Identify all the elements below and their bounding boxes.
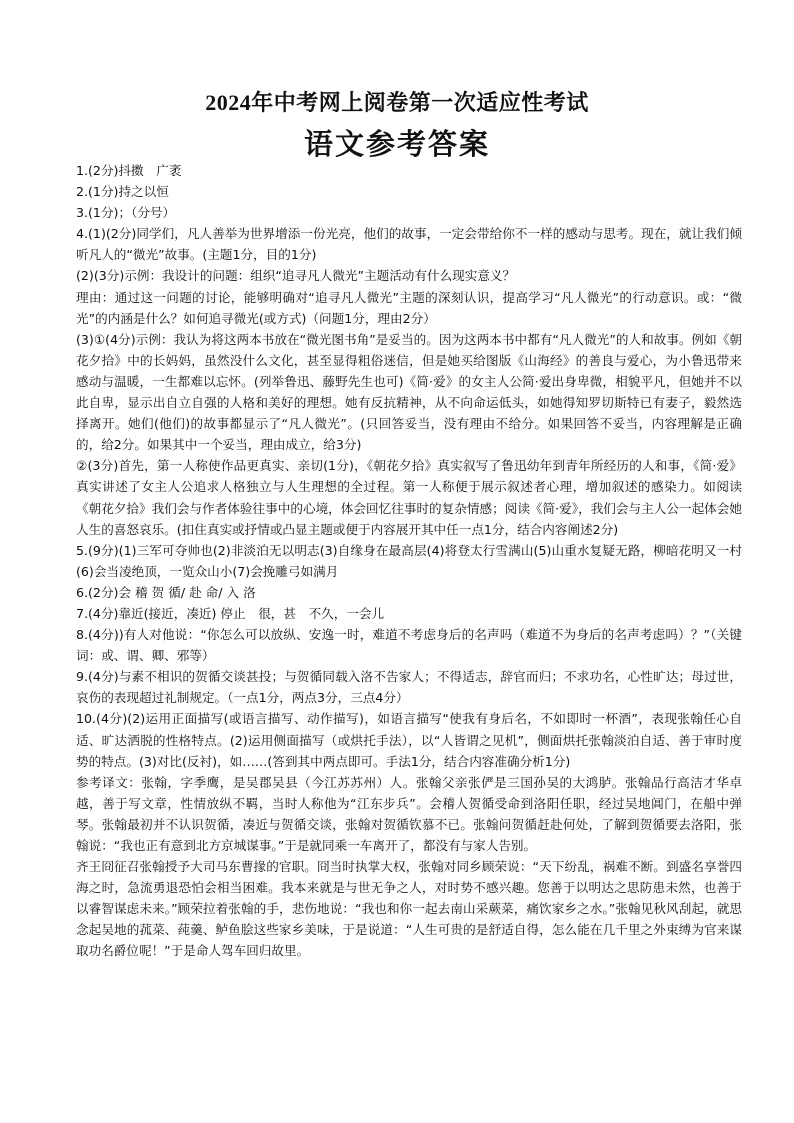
answer-2: 2.(1分)持之以恒 [76,184,169,200]
answer-4-3-2: ②(3分)首先，第一人称使作品更真实、亲切(1分)，《朝花夕拾》真实叙写了鲁迅幼年到青年所经历的人和事，《简·爱》真实讲述了女主人公追求人格独立与人生理想的全过程。第一人称便于展示叙述者心理，增加叙述的感染力。如阅读《朝花夕拾》我们会与作者体验往事中的心境，体会回忆往事时的复杂情感；阅读《简·爱》，我们会与主人公一起体会她人生的喜怒哀乐。(扣住真实或抒情或凸显主题或便于内容展开其中任一点1分，结合内容阐述2分) [76,458,742,537]
answer-4-1: 4.(1)(2分)同学们，凡人善举为世界增添一份光亮，他们的故事，一定会带给你不一样的感动与思考。现在，就让我们倾听凡人的“微光”故事。(主题1分，目的1分) [76,226,742,263]
answer-3: 3.(1分)；（分号） [76,205,176,221]
reference-translation-1: 参考译文：张翰，字季鹰，是吴郡吴县（今江苏苏州）人。张翰父亲张俨是三国孙吴的大鸿胪。张翰品行高洁才华卓越，善于写文章，性情放纵不羁，当时人称他为“江东步兵”。会稽人贺循受命到洛阳任职，经过吴地阊门，在船中弹琴。张翰最初并不认识贺循，凑近与贺循交谈，张翰对贺循钦慕不已。张翰问贺循赶赴何处，了解到贺循要去洛阳，张翰说：“我也正有意到北方京城谋事。”于是就同乘一车离开了，都没有与家人告别。 [76,774,742,853]
answer-8: 8.(4分))有人对他说：“你怎么可以放纵、安逸一时，难道不考虑身后的名声吗（难道不为身后的名声考虑吗）？”（关键词：或、谓、卿、邪等） [76,627,742,664]
answer-9: 9.(4分)与素不相识的贺循交谈甚投；与贺循同载入洛不告家人；不得适志，辞官而归；不求功名，心性旷达；母过世，哀伤的表现超过礼制规定。（一点1分，两点3分，三点4分） [76,669,742,706]
answer-10: 10.(4分)(2)运用正面描写(或语言描写、动作描写)，如语言描写“使我有身后名，不如即时一杯酒”，表现张翰任心自适、旷达洒脱的性格特点。(2)运用侧面描写（或烘托手法），以“人皆谓之见机”，侧面烘托张翰淡泊自适、善于审时度势的特点。(3)对比(反衬)，如……(答到其中两点即可。手法1分，结合内容准确分析1分) [76,711,742,769]
answer-1: 1.(2分)抖擞 广袤 [76,163,182,178]
answer-4-2: (2)(3分)示例：我设计的问题：组织“追寻凡人微光”主题活动有什么现实意义？ [76,268,516,284]
answer-body [76,160,742,962]
reference-translation-2: 齐王冏征召张翰授予大司马东曹掾的官职。冏当时执掌大权，张翰对同乡顾荣说：“天下纷乱，祸难不断。到盛名享誉四海之时，急流勇退恐怕会相当困难。我本来就是与世无争之人，对时势不感兴趣。您善于以明达之思防患未然，也善于以睿智谋虑未来。”顾荣拉着张翰的手，悲伤地说：“我也和你一起去南山采蕨菜，痛饮家乡之水。”张翰见秋风刮起，就思念起吴地的菰菜、莼羹、鲈鱼脍这些家乡美味，于是说道：“人生可贵的是舒适自得，怎么能在几千里之外束缚为官来谋取功名爵位呢！”于是命人驾车回归故里。 [76,859,742,959]
page-title: 语文参考答案 [303,129,490,161]
answer-7: 7.(4分)靠近(接近，凑近) 停止 很，甚 不久，一会儿 [76,605,385,621]
answer-6: 6.(2分)会 稽 贺 循/ 赴 命/ 入 洛 [76,584,256,600]
answer-4-2-reason: 理由：通过这一问题的讨论，能够明确对“追寻凡人微光”主题的深刻认识，提高学习“凡人微光”的行动意识。或：“微光”的内涵是什么？如何追寻微光(或方式)（问题1分，理由2分） [76,289,742,326]
answer-5: 5.(9分)(1)三军可夺帅也(2)非淡泊无以明志(3)自缘身在最高层(4)将登太行雪满山(5)山重水复疑无路，柳暗花明又一村(6)会当凌绝顶，一览众山小(7)会挽雕弓如满月 [76,542,742,579]
answer-4-3-1: (3)①(4分)示例：我认为将这两本书放在“微光图书角”是妥当的。因为这两本书中都有“凡人微光”的人和故事。例如《朝花夕拾》中的长妈妈，虽然没什么文化，甚至显得粗俗迷信，但是她买给图版《山海经》的善良与爱心，为小鲁迅带来感动与温暖，一生都难以忘怀。(列举鲁迅、藤野先生也可)《简·爱》的女主人公简·爱出身卑微，相貌平凡，但她并不以此自卑，显示出自立自强的人格和美好的理想。她有反抗精神，从不向命运低头，如她得知罗切斯特已有妻子，毅然选择离开。她们(他们)的故事都显示了“凡人微光”。(只回答妥当，没有理由不给分。如果回答不妥当，内容理解是正确的，给2分。如果其中一个妥当，理由成立，给3分) [76,331,742,453]
exam-title: 2024年中考网上阅卷第一次适应性考试 [205,90,589,115]
